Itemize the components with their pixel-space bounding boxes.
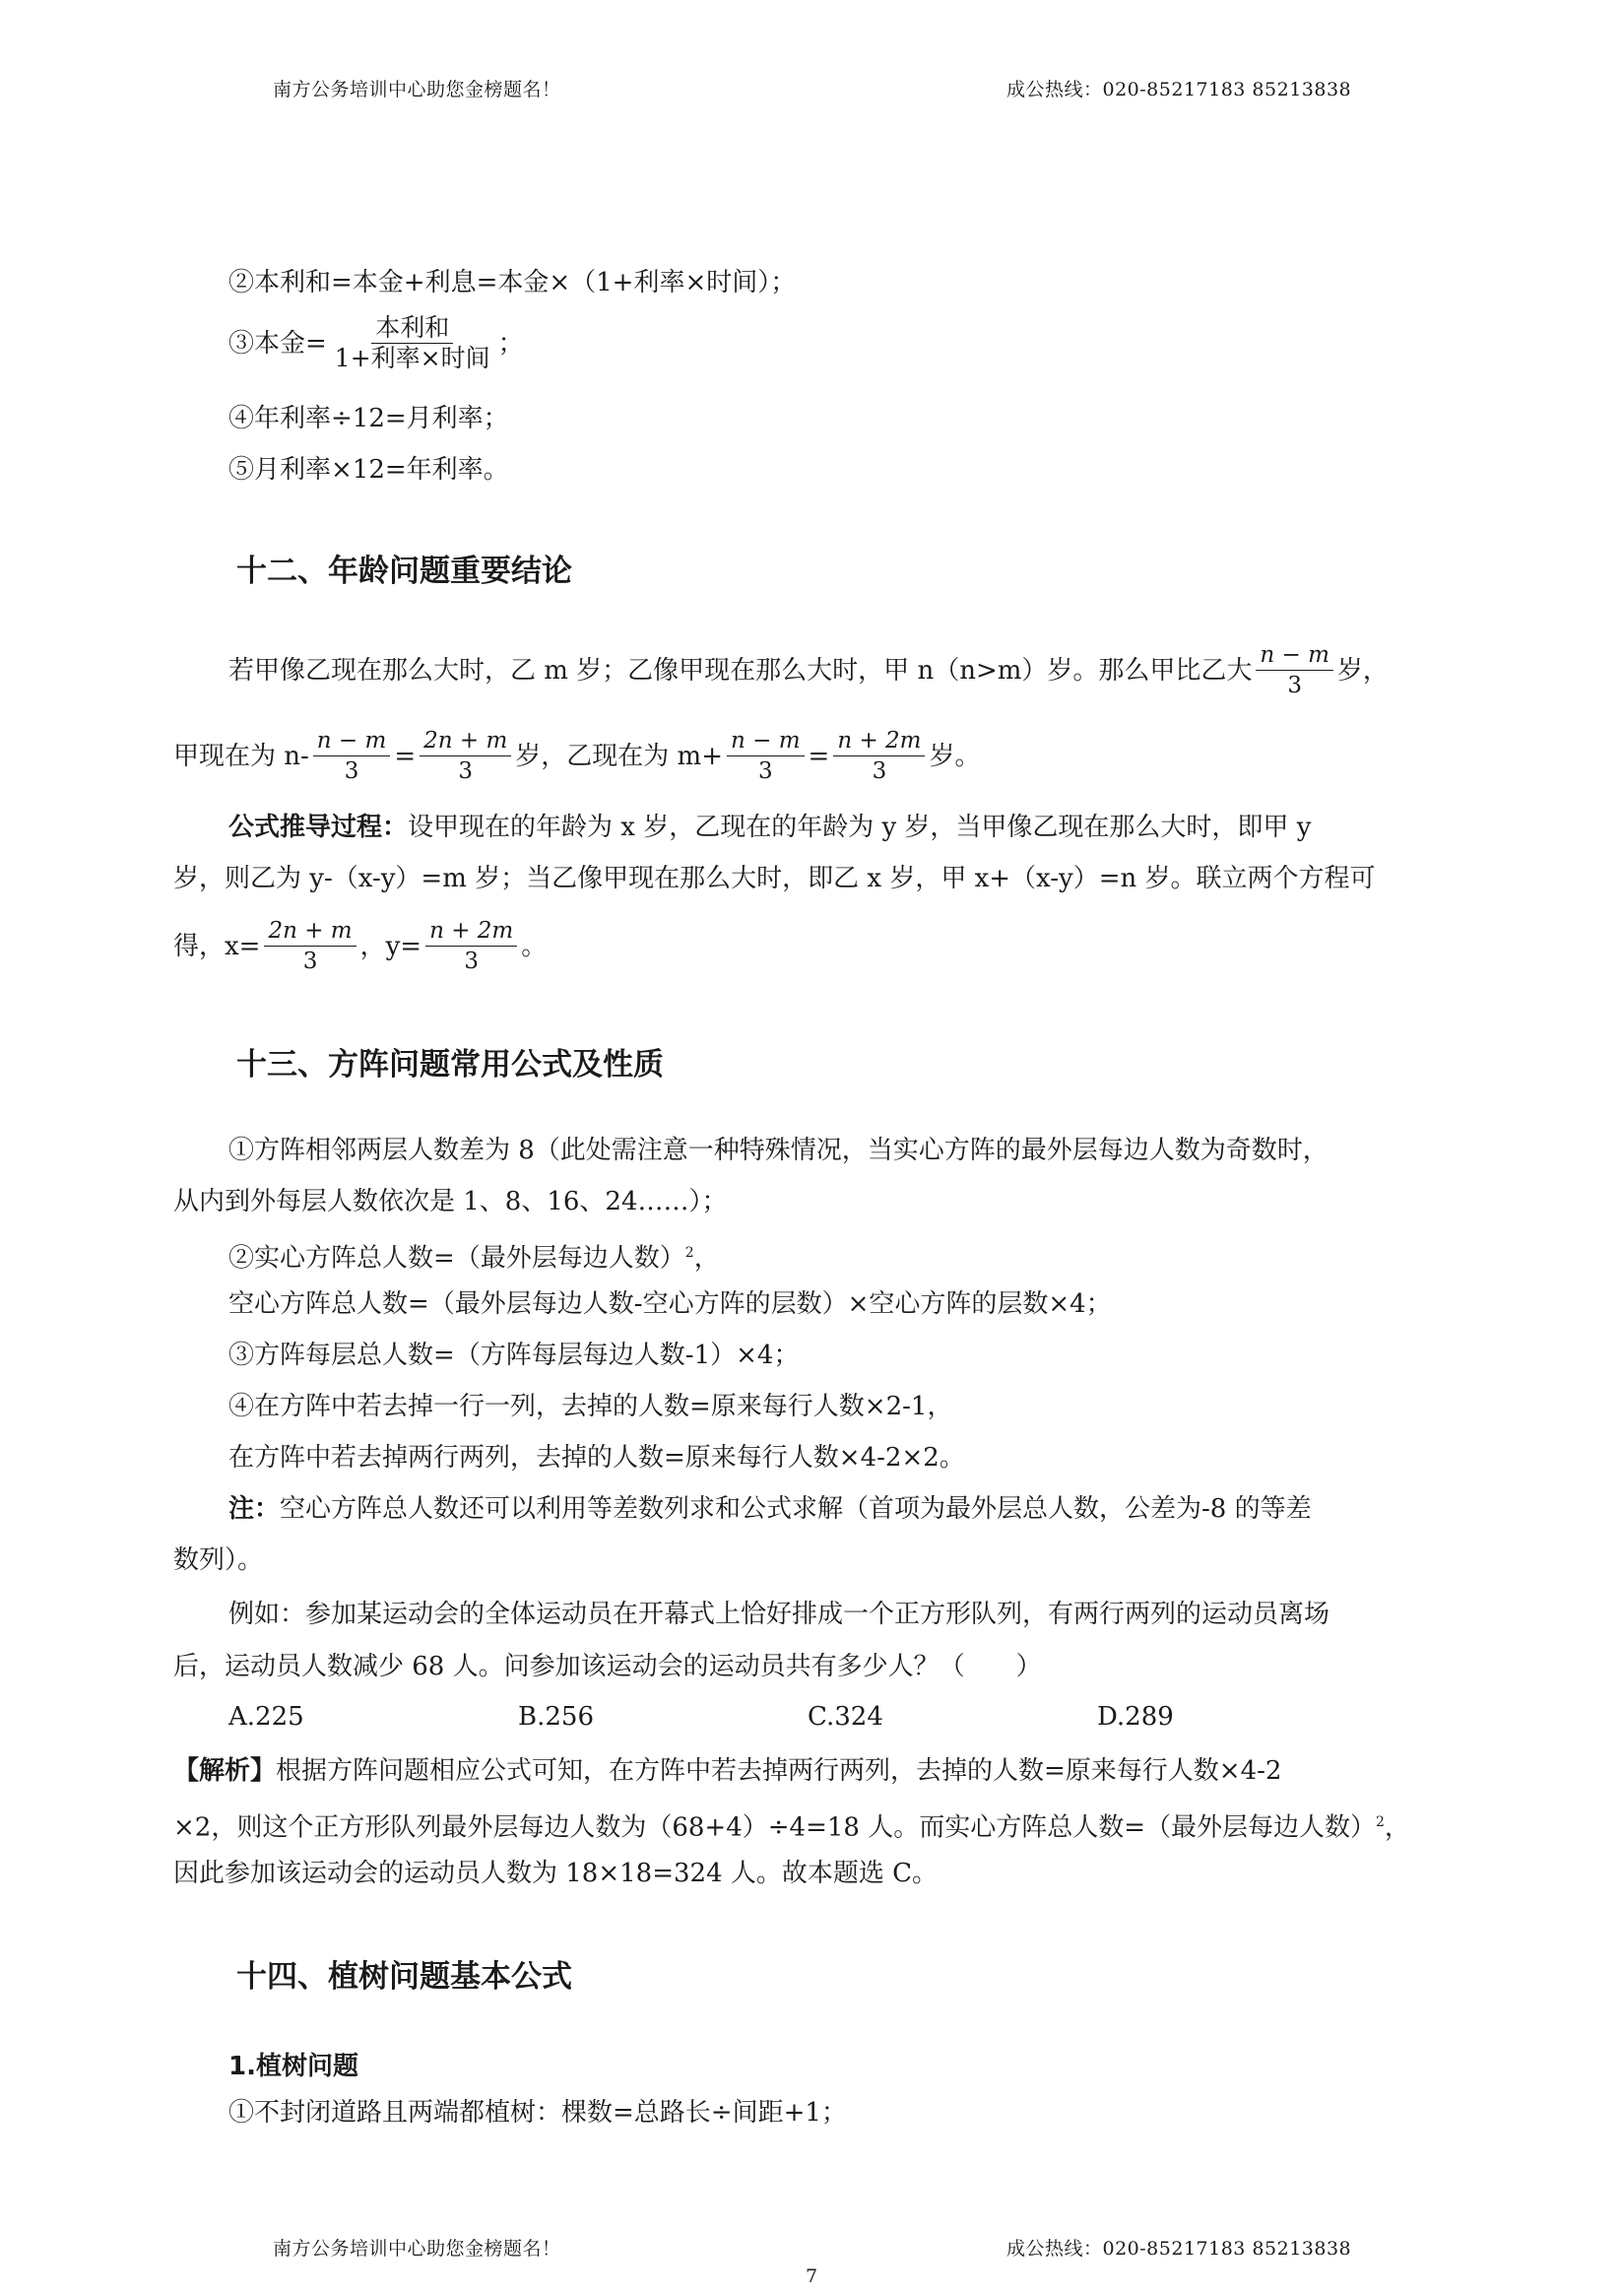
derivation-label: 公式推导过程： — [228, 813, 409, 842]
square-line-5: ③方阵每层总人数=（方阵每层每边人数-1）×4； — [228, 1341, 800, 1370]
principal-fraction-denominator: 1+利率×时间 — [334, 344, 490, 372]
fraction-n-plus-2m — [833, 726, 925, 786]
age-p1b: 岁， — [1336, 655, 1389, 686]
note-line-1 — [228, 1492, 1312, 1526]
x-fraction — [264, 916, 356, 976]
interest-item-2: ②本利和=本金+利息=本金×（1+利率×时间）； — [228, 268, 797, 297]
age-paragraph-line-2 — [173, 726, 981, 786]
fraction-numerator: 2n + m — [264, 916, 356, 947]
header-right: 成公热线：020-85217183 85213838 — [1006, 79, 1352, 100]
derivation-line-3 — [173, 916, 547, 976]
fraction-numerator: n − m — [727, 726, 805, 756]
interest-item-3 — [228, 313, 524, 373]
section-14-title: 十四、植树问题基本公式 — [236, 1959, 572, 1995]
derivation-3a: 得，x= — [173, 931, 261, 961]
analysis-line-2 — [173, 1805, 1410, 1845]
section-13-title: 十三、方阵问题常用公式及性质 — [236, 1047, 664, 1082]
tree-line-1: ①不封闭道路且两端都植树：棵数=总路长÷间距+1； — [228, 2098, 847, 2128]
note-text-1: 空心方阵总人数还可以利用等差数列求和公式求解（首项为最外层总人数，公差为-8 的等差 — [280, 1494, 1312, 1524]
fraction-numerator: n − m — [1256, 640, 1333, 671]
option-c: C.324 — [808, 1702, 883, 1732]
age-p1a: 若甲像乙现在那么大时，乙 m 岁；乙像甲现在那么大时，甲 n（n>m）岁。那么甲比乙大 — [228, 655, 1253, 686]
square-line-2: 从内到外每层人数依次是 1、8、16、24……）； — [173, 1187, 728, 1216]
equals-sign: = — [808, 741, 830, 771]
answer-options — [228, 1702, 1410, 1738]
square-line-3-sup: 2 — [684, 1245, 694, 1261]
fraction-numerator: n − m — [313, 726, 391, 756]
option-b: B.256 — [518, 1702, 594, 1732]
interest-item-5: ⑤月利率×12=年利率。 — [228, 455, 509, 485]
fraction-numerator: n + 2m — [833, 726, 925, 756]
page-number: 7 — [806, 2265, 818, 2287]
section-12-title: 十二、年龄问题重要结论 — [236, 554, 572, 589]
option-d: D.289 — [1097, 1702, 1174, 1732]
derivation-line-2: 岁，则乙为 y-（x-y）=m 岁；当乙像甲现在那么大时，即乙 x 岁，甲 x+（x-y）=n 岁。联立两个方程可 — [173, 864, 1376, 893]
interest-item-4: ④年利率÷12=月利率； — [228, 404, 509, 433]
square-line-3-text: ②实心方阵总人数=（最外层每边人数） — [228, 1243, 685, 1274]
principal-fraction-numerator: 本利和 — [371, 313, 453, 344]
fraction-numerator: 2n + m — [420, 726, 511, 756]
header-left: 南方公务培训中心助您金榜题名！ — [273, 79, 561, 100]
fraction-numerator: n + 2m — [425, 916, 517, 947]
derivation-line-1 — [228, 811, 1311, 844]
fraction-n-minus-m-2 — [727, 726, 805, 786]
analysis-line-2-sup: 2 — [1376, 1814, 1385, 1830]
square-line-3 — [228, 1236, 720, 1276]
age-p2c: 岁。 — [929, 741, 981, 771]
note-line-2: 数列）。 — [173, 1545, 264, 1575]
derivation-text-1: 设甲现在的年龄为 x 岁，乙现在的年龄为 y 岁，当甲像乙现在那么大时，即甲 y — [408, 813, 1312, 842]
y-fraction — [425, 916, 517, 976]
age-paragraph-line-1 — [228, 640, 1389, 700]
analysis-line-1 — [173, 1754, 1281, 1788]
fraction-denominator: 3 — [302, 949, 318, 974]
age-p2b: 岁，乙现在为 m+ — [515, 741, 723, 771]
analysis-text-1: 根据方阵问题相应公式可知，在方阵中若去掉两行两列，去掉的人数=原来每行人数×4-2 — [276, 1756, 1282, 1786]
example-line-2: 后，运动员人数减少 68 人。问参加该运动会的运动员共有多少人？（ ） — [173, 1652, 1042, 1681]
subsection-tree-planting: 1.植树问题 — [228, 2052, 358, 2081]
analysis-label: 【解析】 — [173, 1756, 277, 1786]
square-line-6: ④在方阵中若去掉一行一列，去掉的人数=原来每行人数×2-1， — [228, 1392, 953, 1421]
analysis-text-2: ×2，则这个正方形队列最外层每边人数为（68+4）÷4=18 人。而实心方阵总人数=（最外层每边人数） — [173, 1812, 1376, 1843]
example-line-1: 例如：参加某运动会的全体运动员在开幕式上恰好排成一个正方形队列，有两行两列的运动员离场 — [228, 1600, 1330, 1629]
fraction-denominator: 3 — [872, 758, 887, 784]
fraction-denominator: 3 — [464, 949, 479, 974]
fraction-denominator: 3 — [458, 758, 474, 784]
fraction-2n-plus-m — [420, 726, 511, 786]
age-p2a: 甲现在为 n- — [173, 741, 309, 771]
footer-left: 南方公务培训中心助您金榜题名！ — [273, 2238, 561, 2260]
interest-item-3-suffix: ； — [497, 328, 524, 359]
analysis-line-2-end: ， — [1384, 1812, 1410, 1843]
derivation-3b: ，y= — [359, 931, 422, 961]
square-line-7: 在方阵中若去掉两行两列，去掉的人数=原来每行人数×4-2×2。 — [228, 1443, 965, 1473]
analysis-line-3: 因此参加该运动会的运动员人数为 18×18=324 人。故本题选 C。 — [173, 1859, 939, 1888]
square-line-3-end: ， — [693, 1243, 720, 1274]
fraction-denominator: 3 — [344, 758, 359, 784]
derivation-3c: 。 — [521, 931, 548, 961]
equals-sign: = — [394, 741, 417, 771]
principal-fraction — [331, 313, 494, 373]
interest-item-3-prefix: ③本金= — [228, 328, 327, 359]
square-line-1: ①方阵相邻两层人数差为 8（此处需注意一种特殊情况，当实心方阵的最外层每边人数为奇数时， — [228, 1136, 1329, 1165]
fraction-denominator: 3 — [757, 758, 773, 784]
fraction-denominator: 3 — [1287, 673, 1302, 698]
square-line-4: 空心方阵总人数=（最外层每边人数-空心方阵的层数）×空心方阵的层数×4； — [228, 1289, 1112, 1319]
note-label: 注： — [228, 1494, 281, 1524]
option-a: A.225 — [228, 1702, 304, 1732]
fraction-n-minus-m — [313, 726, 391, 786]
age-diff-fraction — [1256, 640, 1333, 700]
footer-right: 成公热线：020-85217183 85213838 — [1006, 2238, 1352, 2260]
